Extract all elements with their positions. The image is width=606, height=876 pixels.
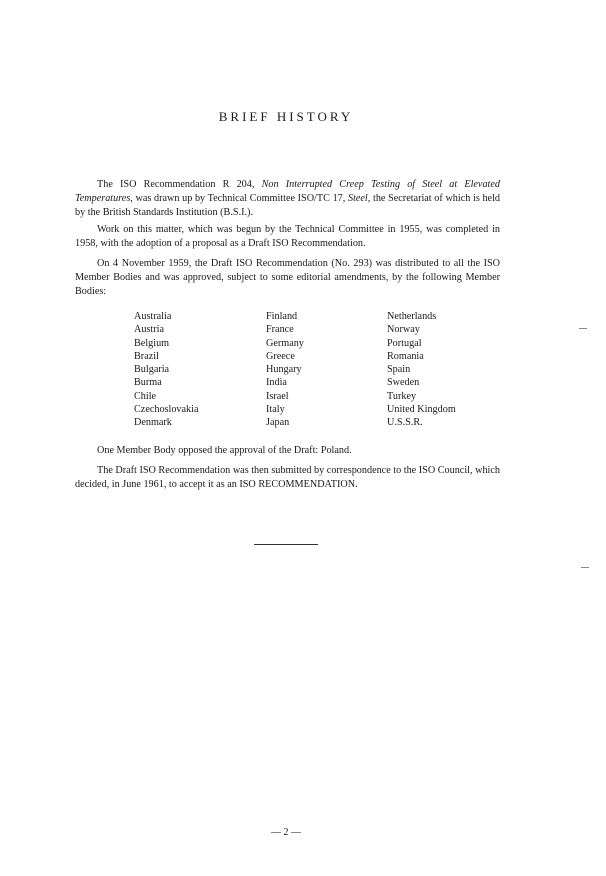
member-body-item: Romania [387,350,424,362]
intro-text-middle: , was drawn up by Technical Committee ISO/TC 17, [130,193,348,205]
margin-mark [579,328,587,329]
member-body-item: Norway [387,324,420,336]
member-body-item: Turkey [387,390,417,402]
margin-mark [581,567,589,568]
member-body-item: Bulgaria [134,364,170,376]
member-body-item: Italy [266,404,285,416]
member-column-3 [387,310,456,430]
intro-text-end: , the Secretariat of which is held by the British Standards Institution (B.S.I.). [75,193,500,219]
member-body-item: Japan [266,417,290,429]
member-body-item: Israel [266,390,289,402]
member-column-2 [266,310,304,430]
opposition-paragraph: One Member Body opposed the approval of the Draft: Poland. [97,445,352,456]
page-number: — 2 — [271,827,301,838]
council-decision-paragraph: The Draft ISO Recommendation was then submitted by correspondence to the ISO Council, which decided, in June 1961, to accept it as an ISO RECOMMENDATION. [75,465,500,491]
member-body-item: United Kingdom [387,404,456,416]
intro-paragraph [75,178,500,221]
work-history-paragraph: Work on this matter, which was begun by the Technical Committee in 1955, was completed in 1958, with the adoption of a proposal as a Draft ISO Recommendation. [75,224,500,250]
member-body-item: France [266,324,294,336]
member-body-item: Austria [134,324,164,336]
member-body-item: Portugal [387,337,422,349]
member-body-item: Germany [266,337,304,349]
member-body-item: Czechoslovakia [134,404,199,416]
member-body-item: Denmark [134,417,172,429]
member-body-item: Burma [134,377,162,389]
member-body-item: Australia [134,311,172,322]
member-body-item: Brazil [134,350,159,362]
section-divider [254,544,318,545]
member-column-1 [134,310,199,430]
intro-text-start: The ISO Recommendation R 204, [97,179,262,190]
member-body-item: Sweden [387,377,420,389]
member-body-item: Spain [387,364,411,376]
recommendation-title: Non Interrupted Creep Testing of Steel at Elevated Temperatures [75,179,500,205]
member-body-item: Netherlands [387,311,437,322]
committee-subject: Steel [347,193,368,205]
distribution-paragraph: On 4 November 1959, the Draft ISO Recommendation (No. 293) was distributed to all the ISO Member Bodies and was approved, subject to some editorial amendments, by the following Member Bodies: [75,258,500,298]
member-body-item: Finland [266,311,298,322]
member-body-item: Hungary [266,364,302,376]
page-title: BRIEF HISTORY [218,109,354,124]
member-body-item: Belgium [134,337,170,349]
member-body-item: Greece [266,350,295,362]
member-body-item: U.S.S.R. [387,417,423,429]
member-body-item: India [266,377,287,389]
member-body-item: Chile [134,390,157,402]
